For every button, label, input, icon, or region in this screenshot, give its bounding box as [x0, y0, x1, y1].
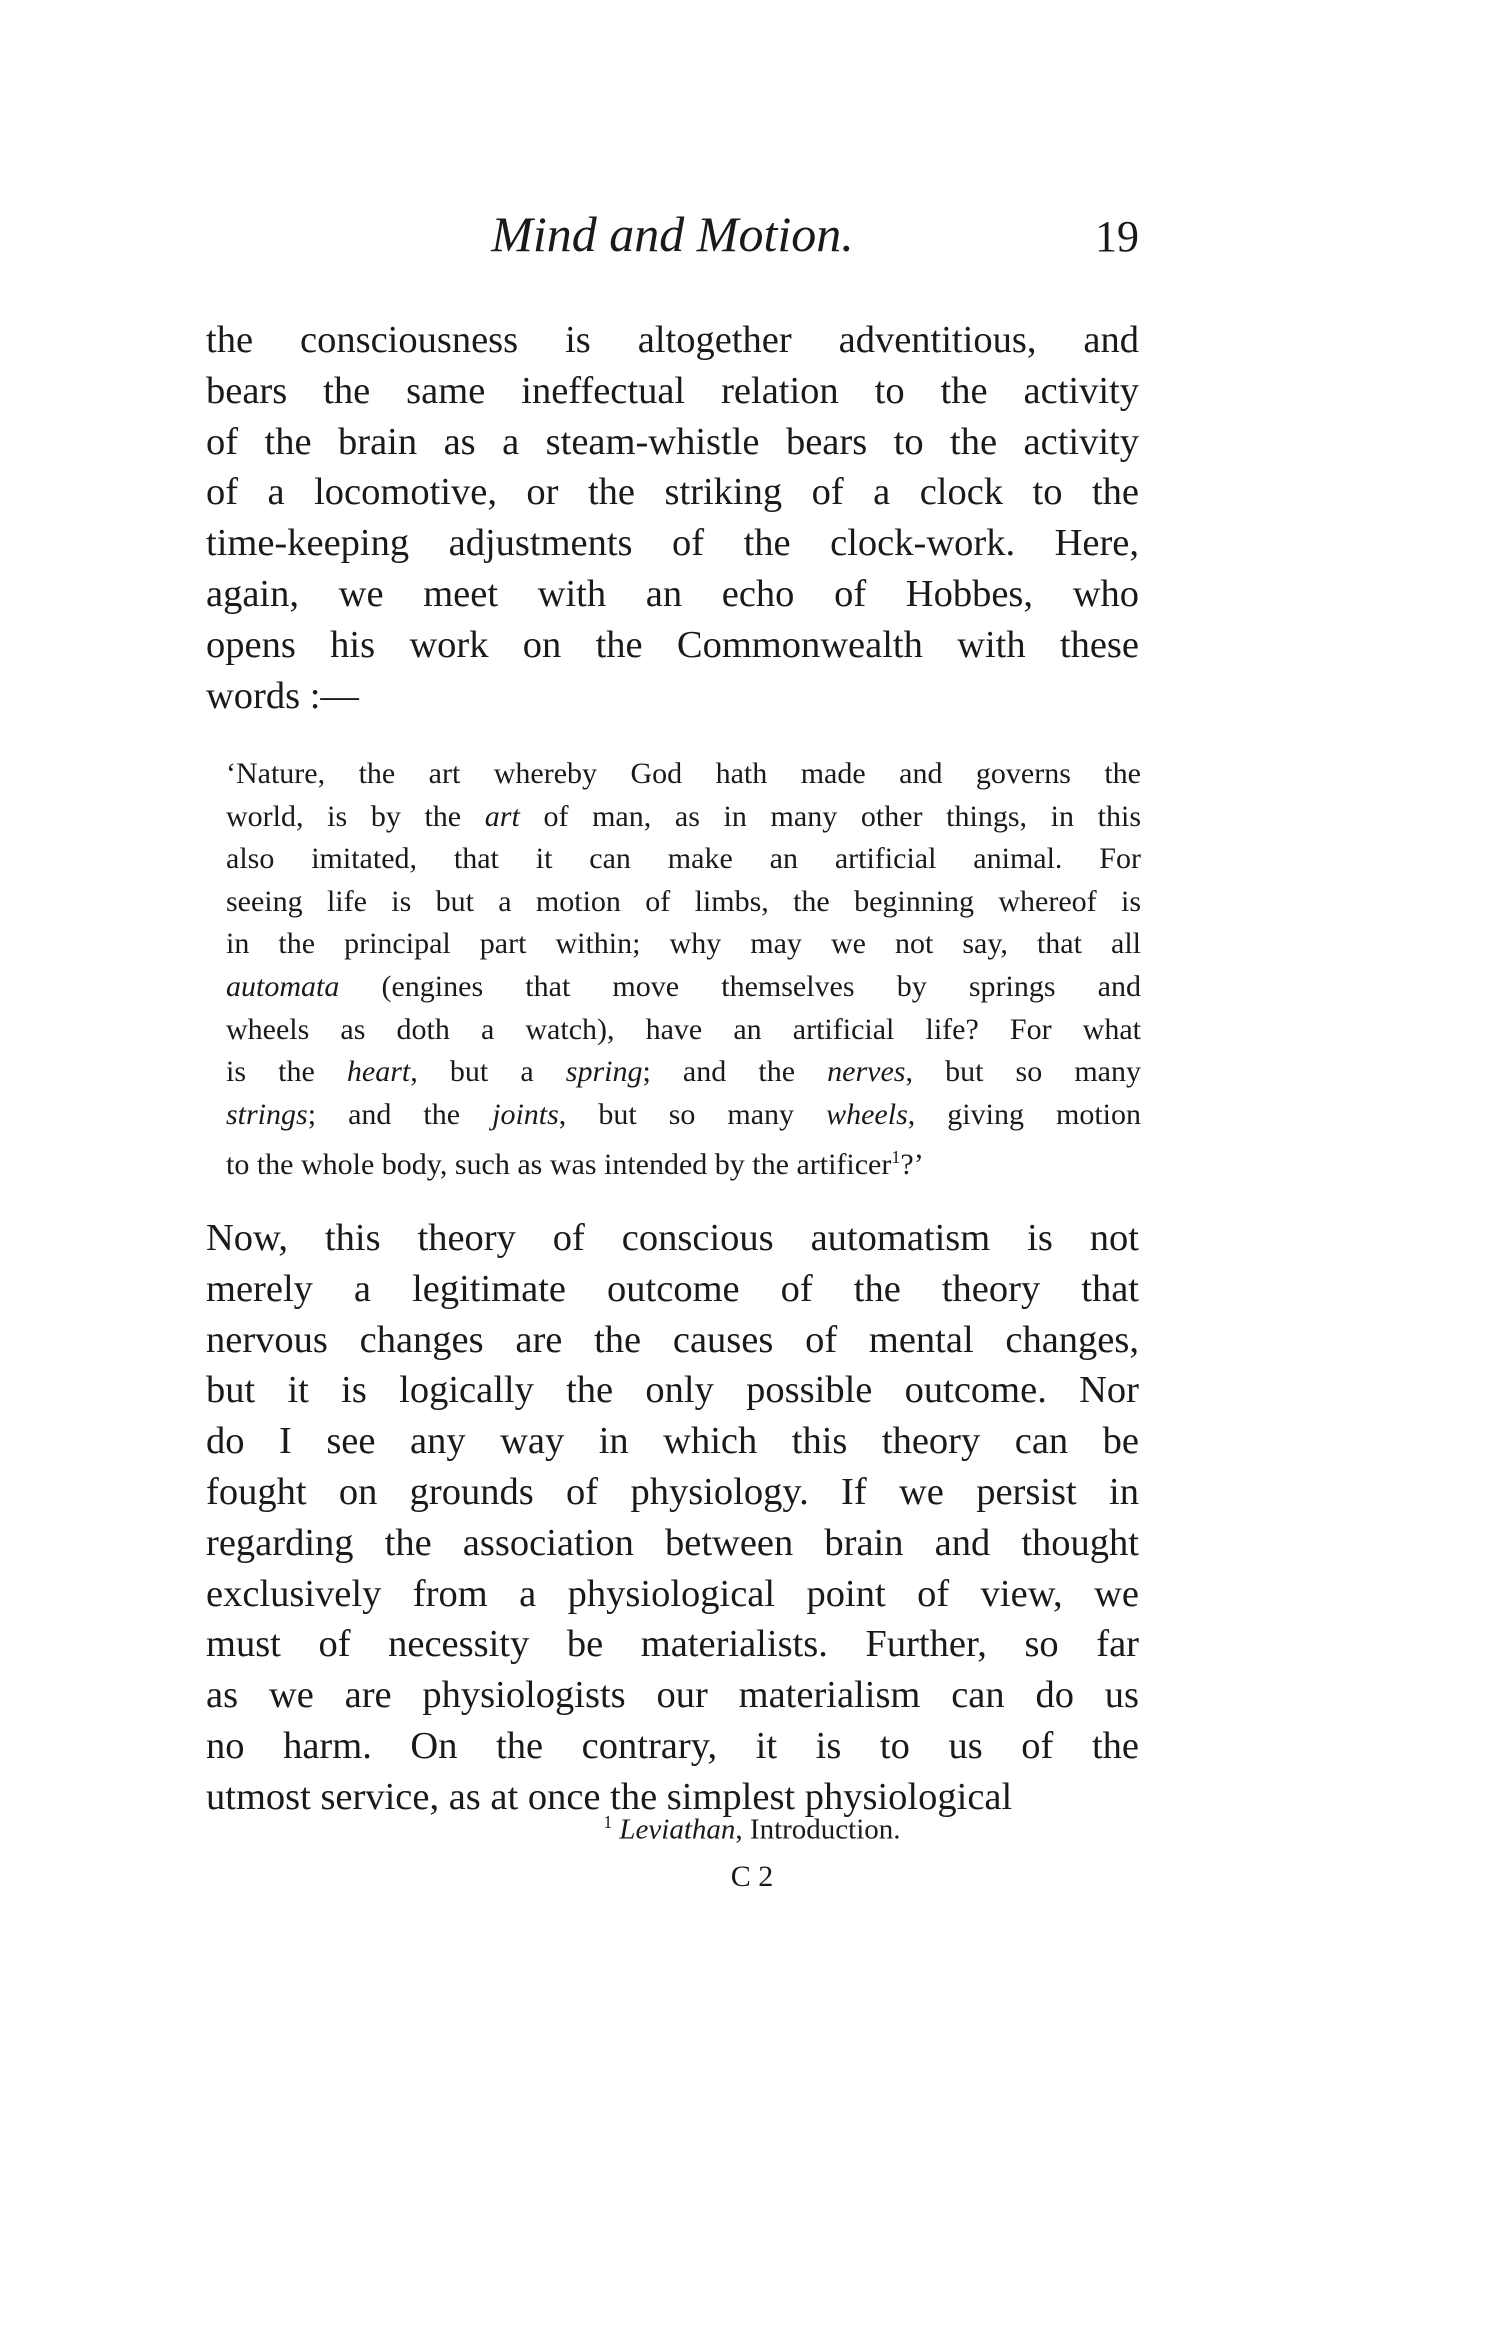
text-segment: wheels as doth a watch), have an artificial life? For what [226, 1012, 1141, 1046]
text-line [206, 1315, 1139, 1366]
footnote-ref: 1 [891, 1147, 901, 1168]
text-line [226, 881, 1141, 924]
text-line [206, 620, 1139, 671]
text-segment: bears the same ineffectual relation to the activity [206, 369, 1139, 412]
text-line [226, 838, 1141, 881]
text-segment: , giving motion [907, 1097, 1141, 1131]
italic-text: automata [226, 969, 340, 1003]
italic-text: nerves [827, 1055, 906, 1089]
text-segment: ‘Nature, the art whereby God hath made and governs the [226, 757, 1141, 790]
text-segment: ; and the [642, 1055, 828, 1089]
text-segment: words :— [206, 674, 359, 717]
text-segment: nervous changes are the causes of mental changes, [206, 1318, 1139, 1361]
text-line [206, 518, 1139, 569]
text-line [206, 1365, 1139, 1416]
page-number: 19 [1095, 212, 1139, 261]
text-segment: also imitated, that it can make an artificial animal. For [226, 842, 1141, 876]
text-segment: ?’ [900, 1148, 924, 1182]
paragraph-1 [206, 315, 1139, 721]
text-segment: exclusively from a physiological point of view, we [206, 1572, 1139, 1615]
text-segment: is the [226, 1055, 347, 1089]
signature-mark: C 2 [730, 1860, 774, 1893]
text-segment: fought on grounds of physiology. If we persist in [206, 1470, 1139, 1513]
italic-text: art [484, 799, 520, 833]
text-line [226, 1051, 1141, 1094]
text-line [206, 1213, 1139, 1264]
text-segment: (engines that move themselves by springs and [339, 969, 1141, 1003]
text-line [206, 569, 1139, 620]
text-segment: , but a [410, 1055, 566, 1089]
text-line [206, 1670, 1139, 1721]
text-segment: utmost service, as at once the simplest physiological [206, 1775, 1013, 1818]
footnote [0, 1812, 1504, 1847]
text-line [206, 417, 1139, 468]
paragraph-2 [206, 1213, 1139, 1823]
text-line [206, 1467, 1139, 1518]
text-segment: Now, this theory of conscious automatism is not [206, 1217, 1139, 1259]
text-line [226, 796, 1141, 839]
text-line [226, 1009, 1141, 1052]
text-line [206, 315, 1139, 366]
footnote-title: Leviathan [619, 1813, 736, 1846]
text-line [206, 467, 1139, 518]
text-segment: time-keeping adjustments of the clock-work. Here, [206, 522, 1139, 565]
text-segment: again, we meet with an echo of Hobbes, who [206, 572, 1139, 615]
text-segment: of man, as in many other things, in this [519, 799, 1141, 833]
italic-text: wheels [826, 1097, 908, 1131]
text-segment: of the brain as a steam-whistle bears to the activity [206, 420, 1139, 463]
text-segment: seeing life is but a motion of limbs, the beginning whereof is [226, 884, 1141, 918]
text-segment: merely a legitimate outcome of the theory that [206, 1267, 1139, 1310]
page-header [206, 205, 1139, 275]
italic-text: strings [226, 1097, 308, 1131]
text-line [206, 366, 1139, 417]
text-segment: , but so many [905, 1055, 1141, 1089]
text-line [206, 1264, 1139, 1315]
text-line [226, 753, 1141, 796]
text-segment: as we are physiologists our materialism can do us [206, 1674, 1139, 1717]
italic-text: spring [565, 1055, 643, 1089]
text-segment: no harm. On the contrary, it is to us of the [206, 1724, 1139, 1767]
text-segment: do I see any way in which this theory can be [206, 1420, 1139, 1463]
footnote-text: , Introduction. [735, 1813, 901, 1846]
footnote-mark: 1 [603, 1812, 613, 1832]
block-quote [226, 753, 1141, 1182]
text-line [206, 671, 1139, 722]
text-segment: of a locomotive, or the striking of a clock to the [206, 471, 1139, 514]
text-line [226, 1136, 1141, 1182]
text-line [226, 966, 1141, 1009]
text-segment: but it is logically the only possible outcome. Nor [206, 1369, 1139, 1412]
italic-text: heart [346, 1055, 411, 1089]
text-segment: ; and the [307, 1097, 493, 1131]
text-segment: , but so many [558, 1097, 827, 1131]
text-segment: the consciousness is altogether adventitious, and [206, 319, 1139, 361]
italic-text: joints [492, 1097, 559, 1131]
text-line [226, 1094, 1141, 1137]
text-segment: in the principal part within; why may we not say, that all [226, 927, 1141, 961]
text-line [206, 1721, 1139, 1772]
text-segment: opens his work on the Commonwealth with these [206, 623, 1139, 666]
text-segment: must of necessity be materialists. Further, so far [206, 1623, 1139, 1666]
running-title: Mind and Motion. [491, 206, 854, 262]
text-segment: regarding the association between brain and thought [206, 1521, 1139, 1564]
text-line [206, 1518, 1139, 1569]
text-segment: to the whole body, such as was intended by the artificer [226, 1148, 892, 1182]
text-line [206, 1569, 1139, 1620]
text-line [206, 1619, 1139, 1670]
text-segment: world, is by the [226, 799, 485, 833]
text-line [206, 1416, 1139, 1467]
text-line [226, 923, 1141, 966]
